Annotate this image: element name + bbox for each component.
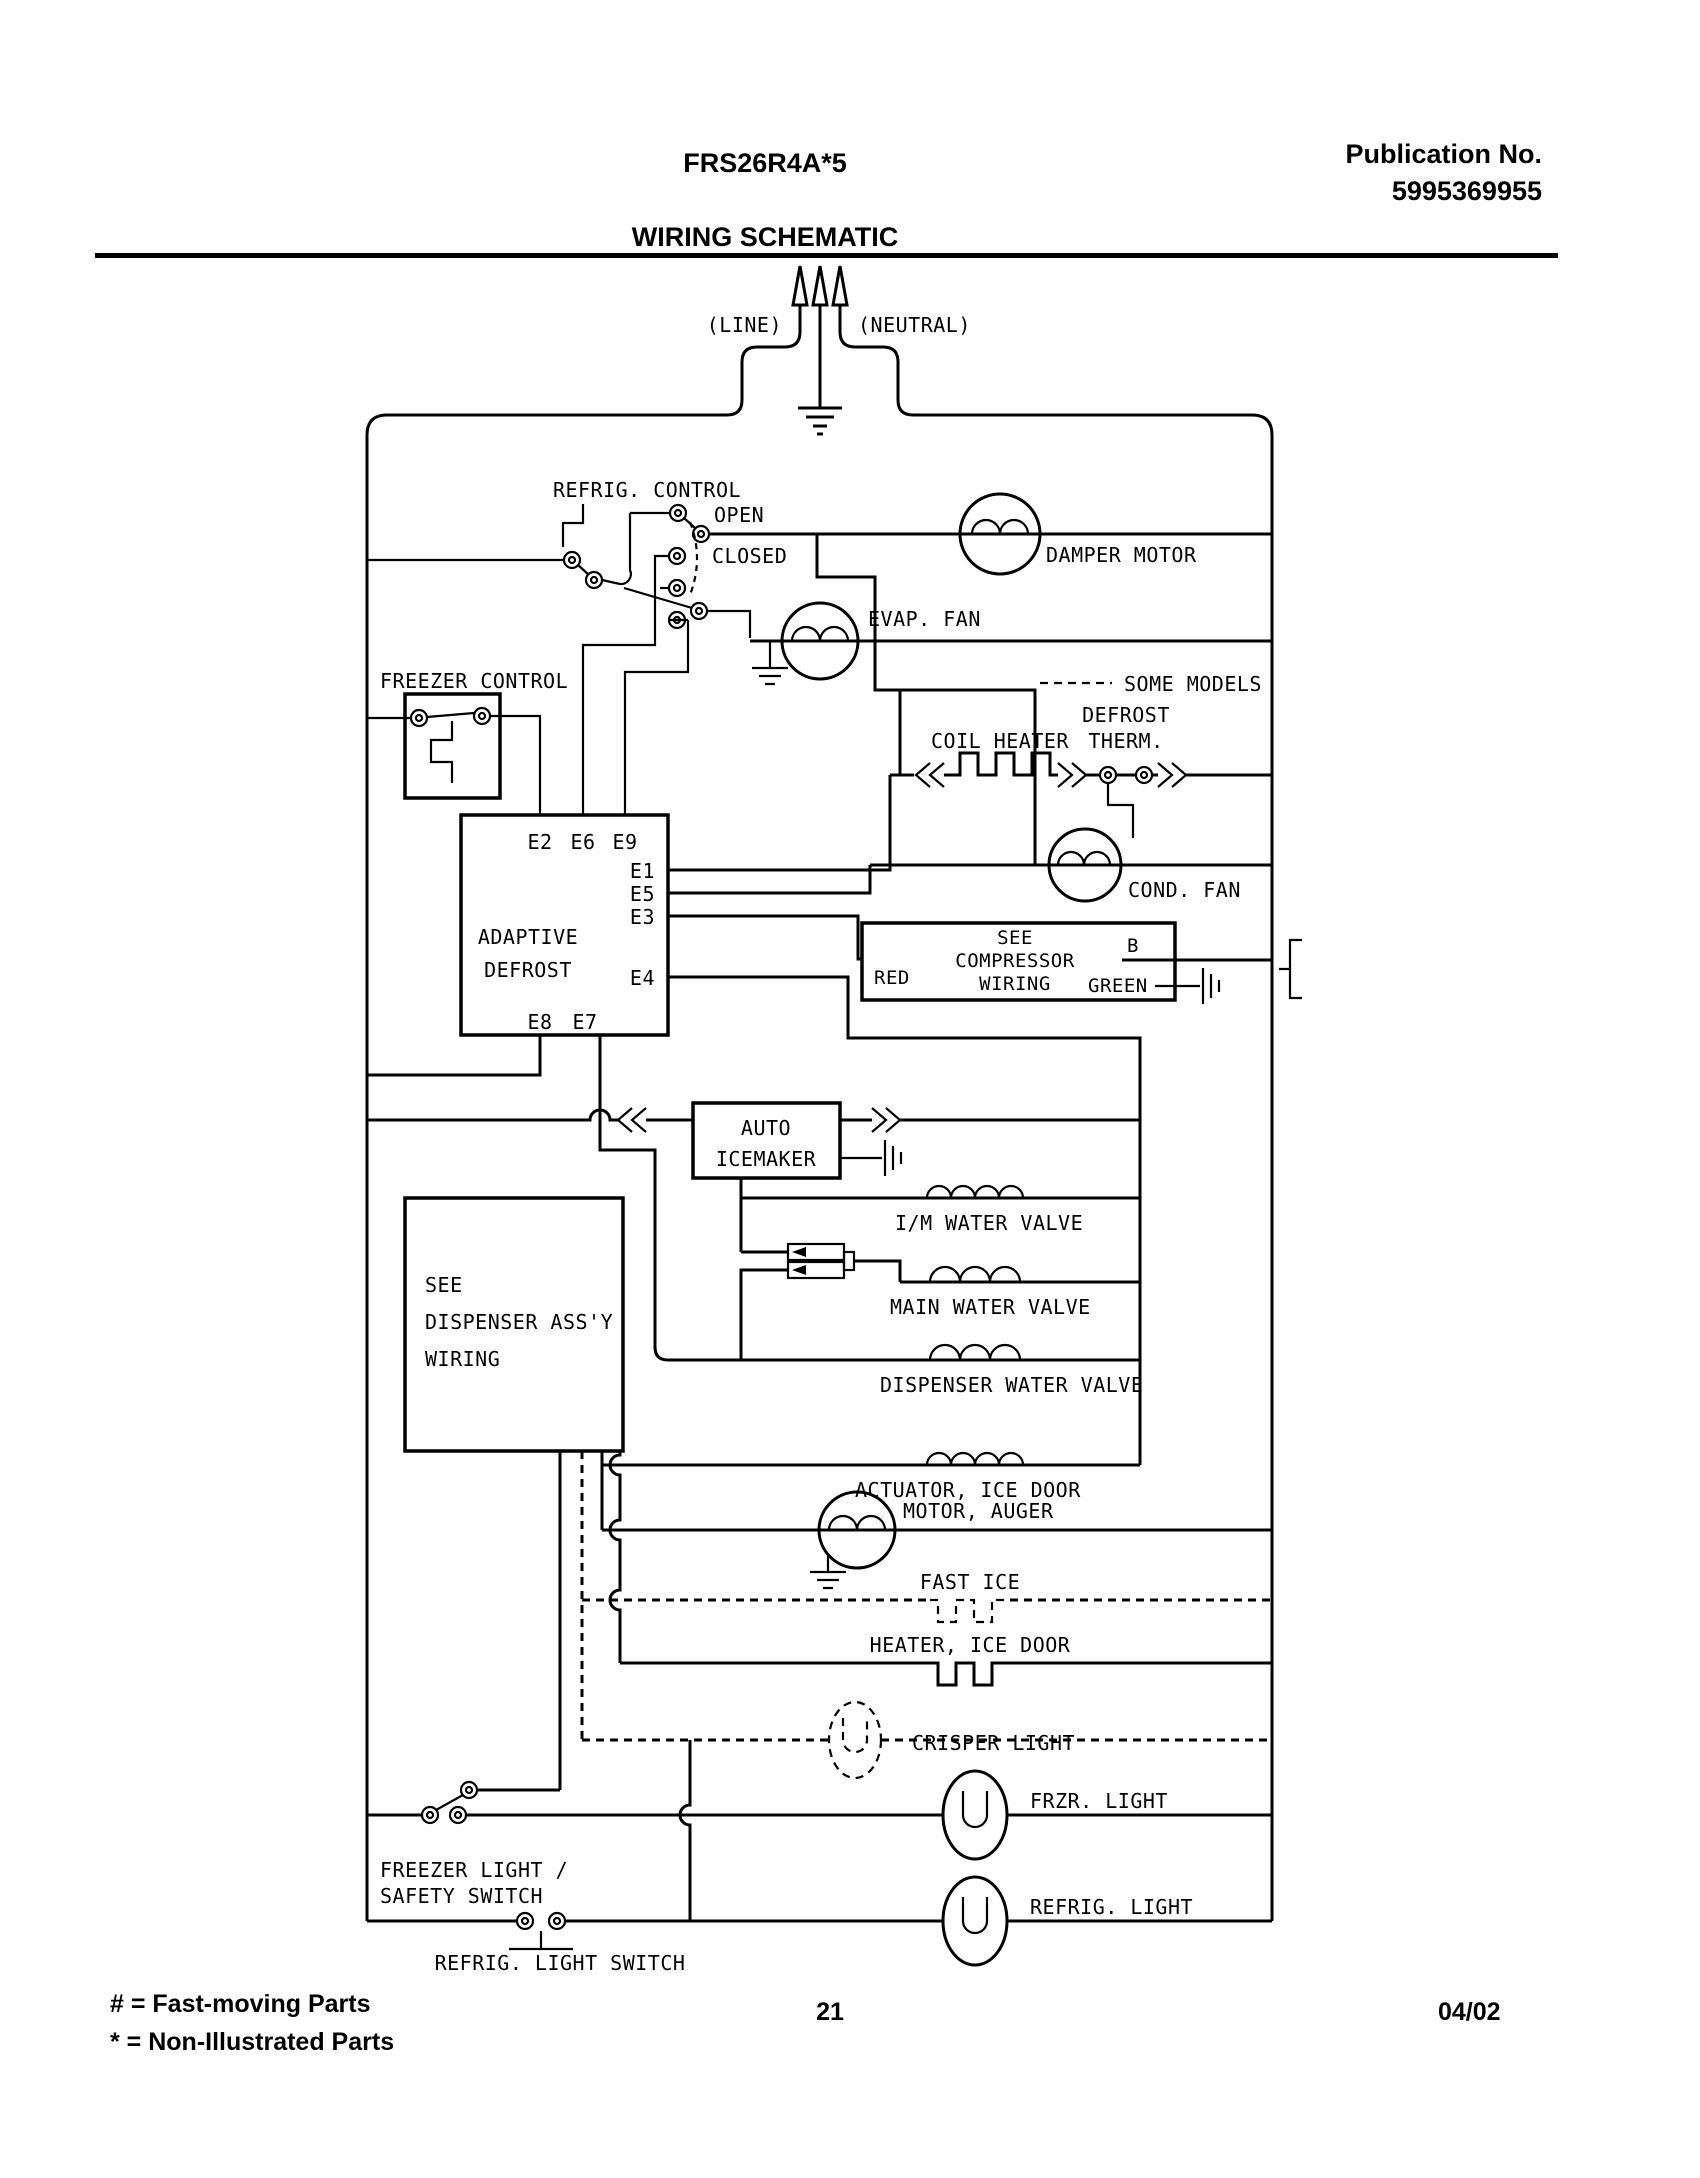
freezer-control-out-wire [490,716,540,815]
e3-wire [668,916,862,959]
damper-motor-row [709,494,1272,574]
neutral-arrow-icon [833,266,847,305]
door-heater-icon [930,1663,1010,1685]
ground-icon [810,1572,846,1588]
chassis-ground-icon [1203,968,1219,1004]
auger-motor-coil [829,1516,885,1530]
refrig-control-label: REFRIG. CONTROL [552,478,742,502]
switched-feed-steps [817,534,1035,865]
freezer-control [367,669,568,815]
refrig-switch-label: REFRIG. LIGHT SWITCH [434,1951,686,1975]
green-wire-label: GREEN [1088,975,1148,997]
ground-arrow-icon [813,266,827,305]
footer-date: 04/02 [1438,1998,1501,2026]
coil-heater-label: COIL HEATER [931,729,1069,753]
some-models-label: SOME MODELS [1124,672,1262,696]
ground-icon [798,408,842,434]
dispenser-drop-heater [610,1451,620,1663]
actuator-label: ACTUATOR, ICE DOOR [855,1478,1081,1502]
footer-fast-moving: # = Fast-moving Parts [110,1990,371,2018]
fast-ice-row [582,1570,1272,1622]
line-label: (LINE) [706,313,782,337]
main-valve-coil-icon [930,1267,1020,1282]
evap-fan-coil [792,627,848,641]
crisper-label: CRISPER LIGHT [912,1731,1076,1755]
actuator-coil-icon [927,1453,1023,1465]
freezer-switch-label-2: SAFETY SWITCH [380,1884,544,1908]
terminal-e5: E5 [629,882,655,906]
damper-motor-coil [972,520,1028,534]
terminal-e4: E4 [629,966,655,990]
some-models-legend [1040,672,1262,696]
refrig-lamp-icon [943,1877,1007,1965]
switch-link [620,513,631,584]
e1-wire [668,775,890,870]
dispenser-valve-label: DISPENSER WATER VALVE [880,1373,1144,1397]
ground-icon [752,668,788,684]
terminal-e1: E1 [629,859,655,883]
dispenser-box-label-2: DISPENSER ASS'Y [425,1310,614,1334]
connector-chevron-right-icon [1058,763,1086,787]
defrost-therm-label-2: THERM. [1088,729,1164,753]
water-valves [602,1186,1143,1502]
defrost-therm-label-1: DEFROST [1082,703,1170,727]
open-label: OPEN [714,503,765,527]
refrig-light-label: REFRIG. LIGHT [1030,1895,1194,1919]
connector-chevron-left-icon [618,1108,646,1132]
frzr-lamp-filament [963,1791,987,1827]
terminal-e7: E7 [572,1010,598,1034]
e9-wire [625,620,688,815]
neutral-label: (NEUTRAL) [858,313,971,337]
dispenser-box-label-1: SEE [425,1273,463,1297]
coil-heater-element [944,753,1058,775]
main-valve-label: MAIN WATER VALVE [890,1295,1091,1319]
board-name-1: ADAPTIVE [477,925,579,949]
cond-fan-label: COND. FAN [1128,878,1241,902]
switch-arm [578,565,589,575]
wire [741,1270,788,1360]
freezer-switch-label-1: FREEZER LIGHT / [380,1858,569,1882]
dispenser-assy-box [405,1198,623,1790]
icemaker-feed-wire [367,1110,618,1120]
door-heater-label: HEATER, ICE DOOR [869,1633,1071,1657]
damper-motor-label: DAMPER MOTOR [1046,543,1197,567]
door-switch-plunger-icon [509,1931,573,1949]
receptacle-bracket-icon [1279,940,1302,998]
chassis-ground-icon [885,1140,901,1176]
footer-page-number: 21 [816,1998,844,2026]
inline-connector-icon [741,1244,900,1360]
icemaker-label-1: AUTO [740,1116,792,1140]
icemaker-label-2: ICEMAKER [715,1147,817,1171]
terminal-e6: E6 [570,830,596,854]
im-valve-label: I/M WATER VALVE [895,1211,1084,1235]
terminal-e2: E2 [527,830,553,854]
crisper-lamp-filament [843,1718,867,1752]
auger-label: MOTOR, AUGER [903,1499,1054,1523]
compressor-label-2: COMPRESSOR [955,950,1075,972]
ice-door-heater-row [620,1633,1272,1685]
freezer-control-label: FREEZER CONTROL [380,669,569,693]
terminal-e3: E3 [629,905,655,929]
cond-fan-coil [1058,852,1110,865]
crisper-lamp-icon [829,1702,881,1778]
page-title: WIRING SCHEMATIC [631,222,899,252]
footer-non-illustrated: * = Non-Illustrated Parts [110,2028,395,2056]
cond-fan-row [870,829,1272,902]
frzr-light-row [367,1771,1272,1908]
defrost-heater-row [817,534,1272,865]
fast-ice-label: FAST ICE [919,1570,1021,1594]
publication-label: Publication No. [1345,139,1542,169]
refrig-control [367,478,787,815]
red-wire-label: RED [874,967,910,989]
therm-step-stub [1108,783,1133,838]
frzr-lamp-icon [943,1771,1007,1859]
switch-wire [602,580,620,584]
switch-arm [427,713,474,717]
publication-number: 5995369955 [1391,176,1542,206]
header-rule [95,253,1558,258]
evap-feed-wire [707,611,750,638]
model-number: FRS26R4A*5 [683,148,847,178]
terminal-e9: E9 [612,830,638,854]
compressor-label-1: SEE [997,927,1033,949]
board-name-2: DEFROST [484,958,572,982]
compressor-box [862,923,1302,1004]
e8-wire [367,1035,540,1075]
frzr-light-label: FRZR. LIGHT [1030,1789,1168,1813]
closed-label: CLOSED [712,544,788,568]
thermostat-zigzag [431,721,452,783]
refrig-control-tail [563,504,583,547]
im-valve-coil-icon [927,1186,1023,1198]
black-wire-label: B [1127,935,1139,957]
dispenser-box-label-3: WIRING [425,1347,501,1371]
refrig-lamp-filament [963,1897,987,1933]
connector-chevron-right-icon [872,1108,900,1132]
connector-chevron-left-icon [916,763,944,787]
evap-fan-label: EVAP. FAN [868,607,981,631]
power-entry [367,266,1272,435]
line-arrow-icon [793,266,807,305]
wire [854,1261,900,1282]
connector-chevron-right-icon [1158,763,1186,787]
fast-ice-heater-icon [930,1600,1010,1622]
dispenser-valve-coil-icon [930,1345,1020,1360]
crisper-to-refrig-wire [680,1740,690,1921]
compressor-label-3: WIRING [979,973,1051,995]
crisper-light-row [582,1702,1272,1778]
terminal-e8: E8 [527,1010,553,1034]
